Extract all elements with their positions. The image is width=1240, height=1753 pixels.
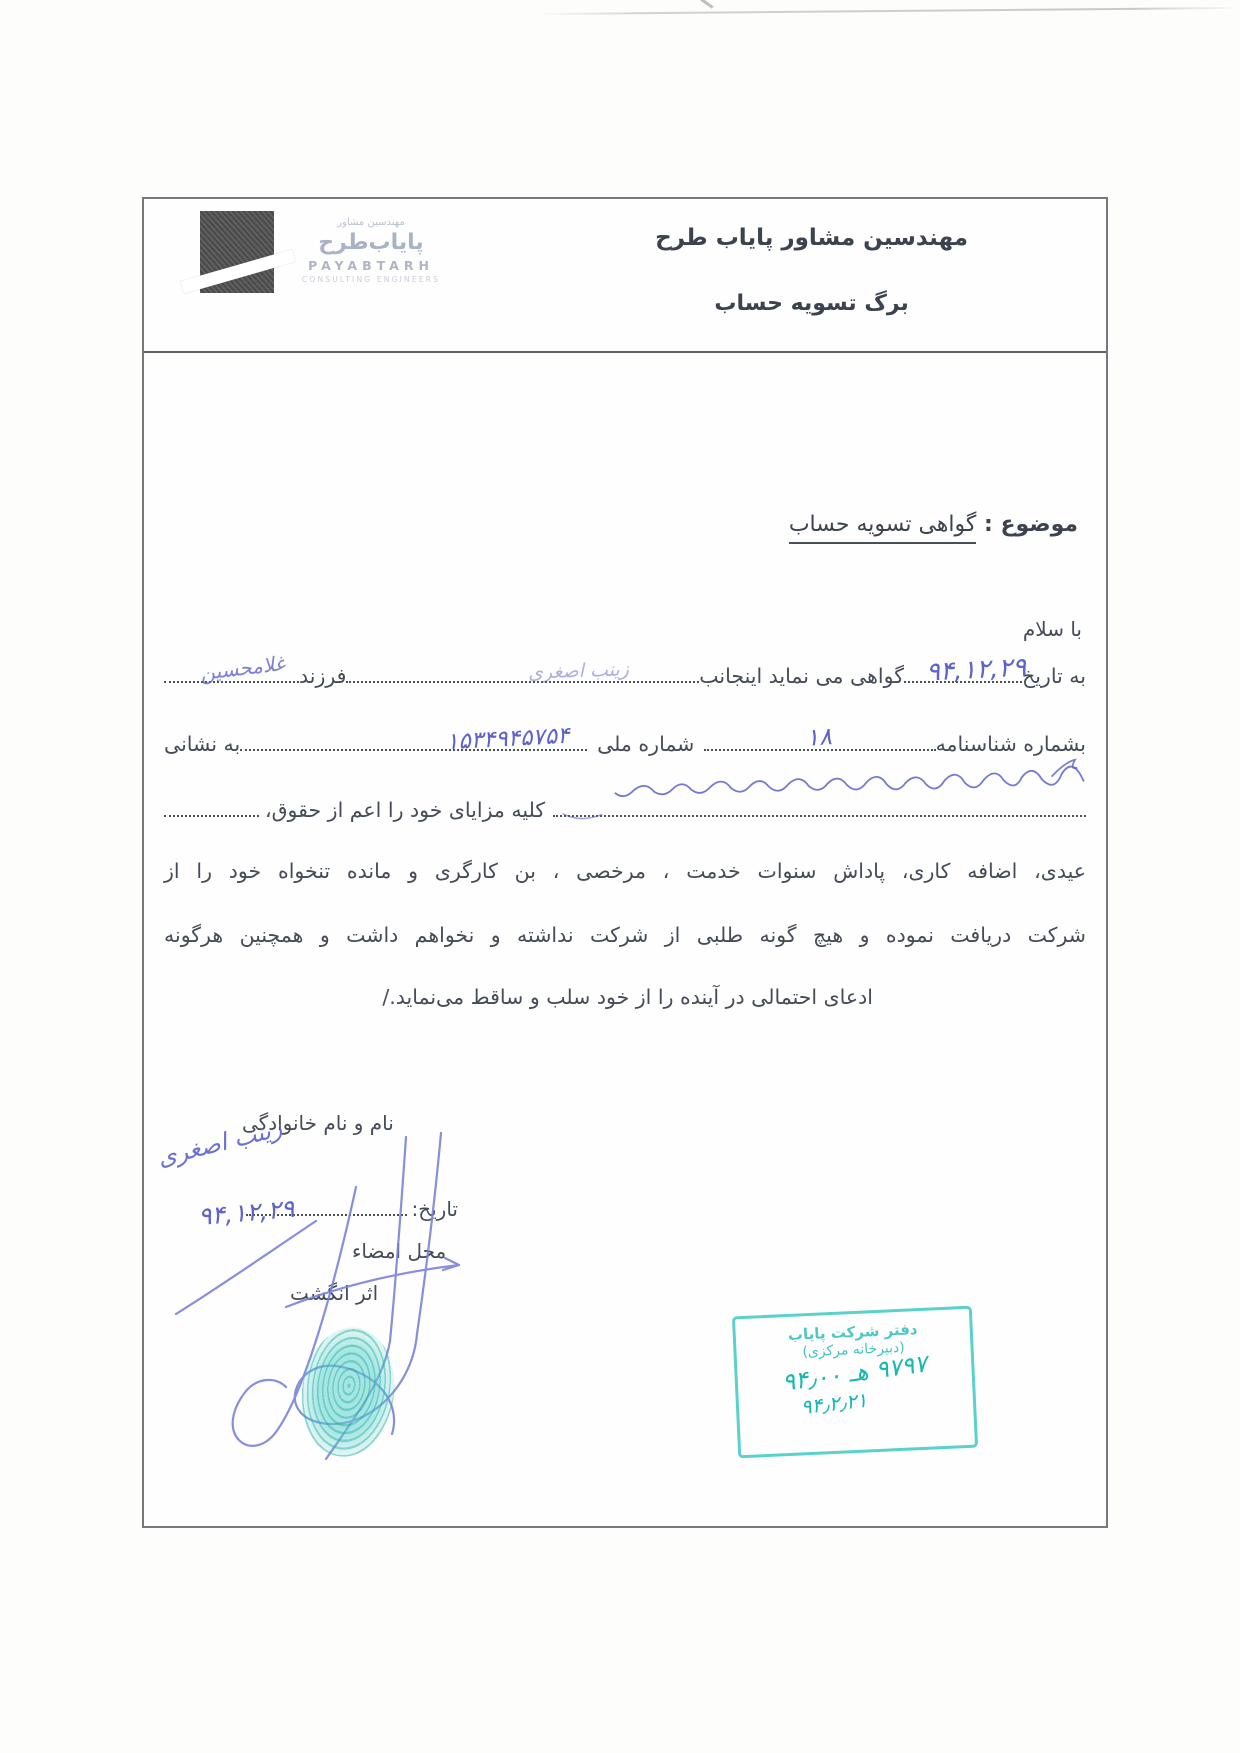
subject-value: گواهی تسویه حساب <box>789 512 977 544</box>
name-blank <box>346 658 699 684</box>
address-handwriting-scribble <box>531 753 1093 833</box>
id-handwritten: ۱۸ <box>804 722 833 752</box>
signature-date-handwritten: ۹۴,۱۲,۲۹ <box>196 1193 296 1232</box>
body-line-benefits: عیدی، اضافه کاری، پاداش سنوات خدمت ، مرخصی ، بن کارگری و مانده تنخواه خود را از <box>164 859 1086 883</box>
fullname-handwritten: زینب اصغری <box>154 1114 285 1172</box>
id-label: بشماره شناسنامه <box>935 732 1086 756</box>
signature-date-label: تاریخ: <box>411 1197 458 1221</box>
fullname-label: نام و نام خانوادگی <box>242 1111 394 1135</box>
logo-tagline-fa: مهندسین مشاور <box>337 217 405 228</box>
stamp-line1: دفتر شرکت پایاب <box>787 1320 918 1344</box>
date-blank <box>904 652 1027 688</box>
fingerprint-mark <box>293 1321 402 1463</box>
header-titles <box>655 225 968 316</box>
id-blank <box>704 722 935 752</box>
child-of-label: فرزند <box>299 664 347 688</box>
company-title: مهندسین مشاور پایاب طرح <box>655 225 968 251</box>
letterhead <box>144 199 1106 353</box>
logo-brand-fa: پایاب‌طرح <box>318 230 424 255</box>
benefits-intro-text: کلیه مزایای خود را اعم از حقوق، <box>265 798 546 822</box>
father-handwritten: غلامحسین <box>198 650 287 686</box>
form-title: برگ تسویه حساب <box>714 291 909 316</box>
date-handwritten: ۹۴,۱۲,۲۹ <box>924 652 1027 688</box>
signature-date-row <box>196 1193 458 1232</box>
fingerprint-label: اثر انگشت <box>290 1281 379 1305</box>
name-handwritten: زینب اصغری <box>528 658 630 684</box>
company-logo <box>200 209 460 319</box>
body-line-date <box>144 650 1106 688</box>
certify-text: گواهی می نماید اینجانب <box>699 664 904 688</box>
document-frame <box>142 197 1108 1528</box>
scan-artifact-line <box>538 7 1240 15</box>
body-line-id <box>144 722 1106 756</box>
stamp-line2: (دبیرخانه مرکزی) <box>802 1339 906 1361</box>
office-stamp <box>732 1306 978 1459</box>
date-prefix: به تاریخ <box>1021 664 1086 688</box>
address-blank <box>553 795 1086 817</box>
subject-label: موضوع : <box>976 512 1078 537</box>
body-line-address <box>144 795 1106 822</box>
national-id-label: شماره ملی <box>597 732 695 756</box>
scan-artifact-speck <box>700 0 713 9</box>
stamp-ref-handwritten: ۹۷۹۷ هـ ۹۴٫۰۰ <box>780 1349 929 1397</box>
stamp-date-handwritten: ۹۴٫۲٫۲۱ <box>799 1387 869 1420</box>
signature-place-label: محل امضاء <box>352 1239 447 1263</box>
salutation: با سلام <box>1022 617 1082 641</box>
body-line-company: شرکت دریافت نموده و هیچ گونه طلبی از شرکت نداشته و نخواهم داشت و همچنین هرگونه <box>164 923 1086 947</box>
logo-brand-en-sub: CONSULTING ENGINEERS <box>301 275 441 284</box>
national-id-blank <box>240 722 587 756</box>
address-label: به نشانی <box>164 732 241 756</box>
trailing-dots <box>164 795 259 817</box>
logo-brand-en: PAYABTARH <box>308 258 434 273</box>
father-blank <box>164 650 299 686</box>
subject-line <box>789 512 1078 537</box>
body-line-waiver: ادعای احتمالی در آینده را از خود سلب و ساقط می‌نماید./ <box>382 985 873 1009</box>
logo-text <box>292 217 450 284</box>
national-id-handwritten: ۱۵۳۴۹۴۵۷۵۴ <box>444 722 570 756</box>
